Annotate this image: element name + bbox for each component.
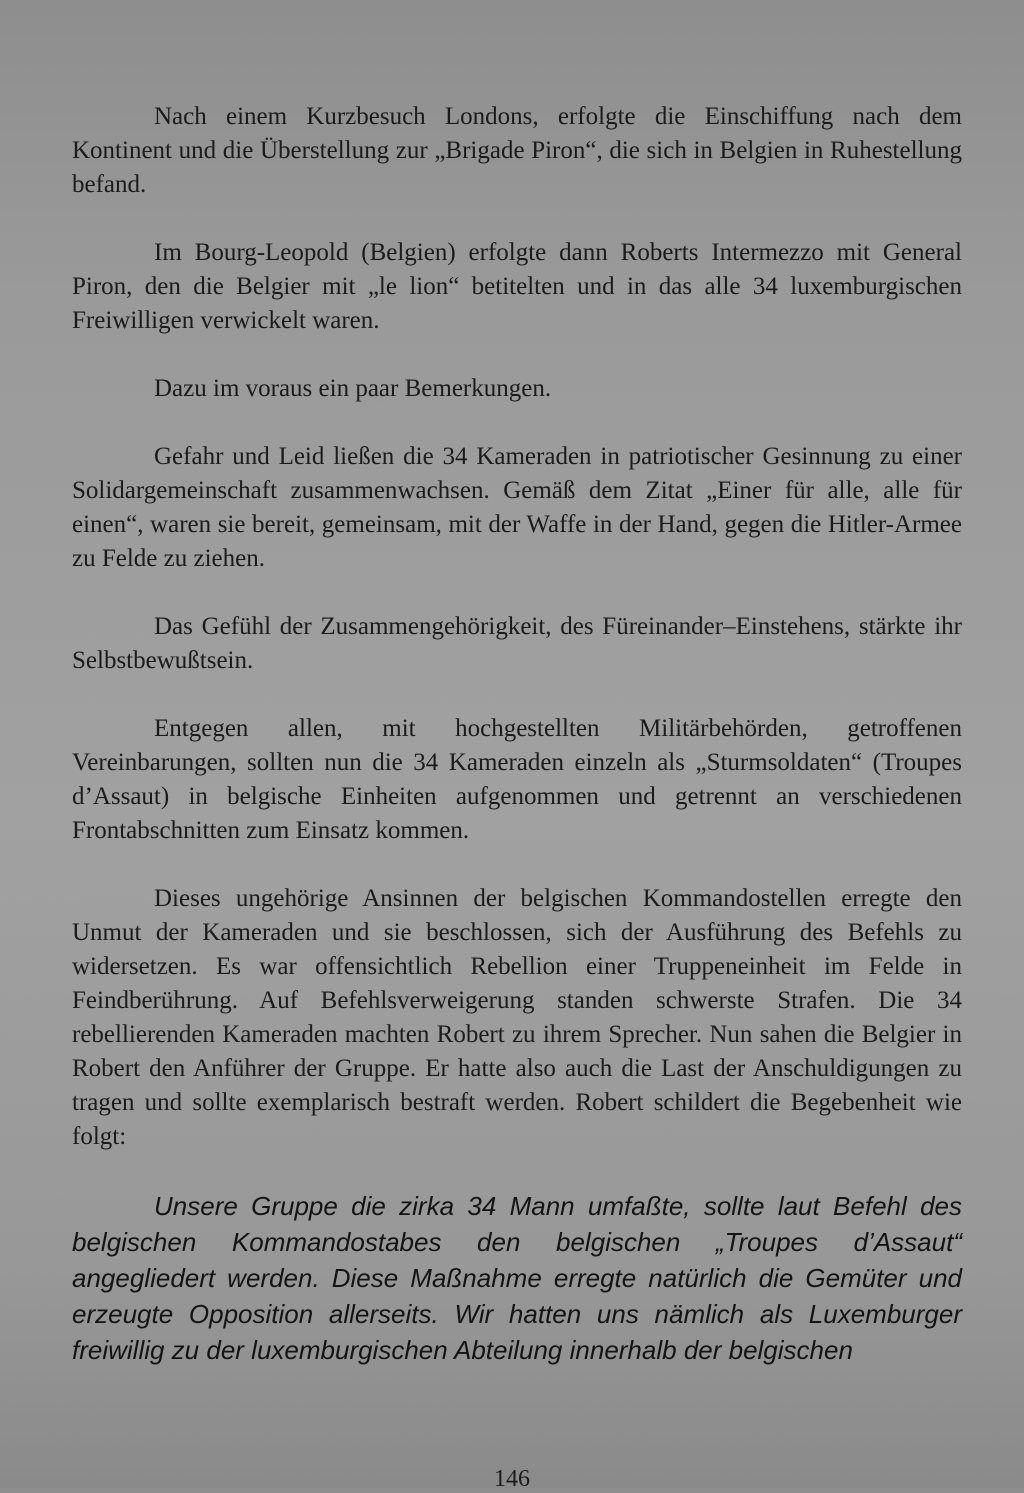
paragraph-rebellion: Dieses ungehörige Ansinnen der belgischen Kommandostellen erregte den Unmut der Kameraden und sie beschlossen, sich der Ausführung des Befehls zu widersetzen. Es war offensichtlich Rebellion einer Truppeneinheit im Felde in Feindberührung. Auf Befehlsverweigerung standen schwerste Strafen. Die 34 rebellierenden Kameraden machten Robert zu ihrem Sprecher. Nun sahen die Belgier in Robert den Anführer der Gruppe. Er hatte also auch die Last der Anschuldigungen zu tragen und sollte exemplarisch bestraft werden. Robert schildert die Begebenheit wie folgt: [72,885,962,1150]
paragraph-bourg-leopold: Im Bourg-Leopold (Belgien) erfolgte dann Roberts Intermezzo mit General Piron, den die Belgier mit „le lion“ betitelten und in das alle 34 luxemburgischen Freiwilligen verwickelt waren. [72,239,962,334]
quote-robert-account: Unsere Gruppe die zirka 34 Mann umfaßte, sollte laut Befehl des belgischen Kommandostabes den belgischen „Troupes d’Assaut“ angegliedert werden. Diese Maßnahme erregte natürlich die Gemüter und erzeugte Opposition allerseits. Wir hatten uns nämlich als Luxemburger freiwillig zu der luxemburgischen Abteilung innerhalb der belgischen [72,1191,962,1365]
paragraph-london-visit: Nach einem Kurzbesuch Londons, erfolgte die Einschiffung nach dem Kontinent und die Überstellung zur „Brigade Piron“, die sich in Belgien in Ruhestellung befand. [72,103,962,198]
paragraph-agreements: Entgegen allen, mit hochgestellten Militärbehörden, getroffenen Vereinbarungen, sollten nun die 34 Kameraden einzeln als „Sturmsoldaten“ (Troupes d’Assaut) in belgische Einheiten aufgenommen und getrennt an verschiedenen Frontabschnitten zum Einsatz kommen. [72,715,962,844]
paragraph-remarks: Dazu im voraus ein paar Bemerkungen. [154,375,552,402]
page-number: 146 [494,1466,530,1492]
paragraph-togetherness: Das Gefühl der Zusammengehörigkeit, des Füreinander–Einstehens, stärkte ihr Selbstbewußtsein. [72,613,962,674]
paragraph-solidarity: Gefahr und Leid ließen die 34 Kameraden in patriotischer Gesinnung zu einer Solidargemeinschaft zusammenwachsen. Gemäß dem Zitat „Einer für alle, alle für einen“, waren sie bereit, gemeinsam, mit der Waffe in der Hand, gegen die Hitler-Armee zu Felde zu ziehen. [72,443,962,572]
